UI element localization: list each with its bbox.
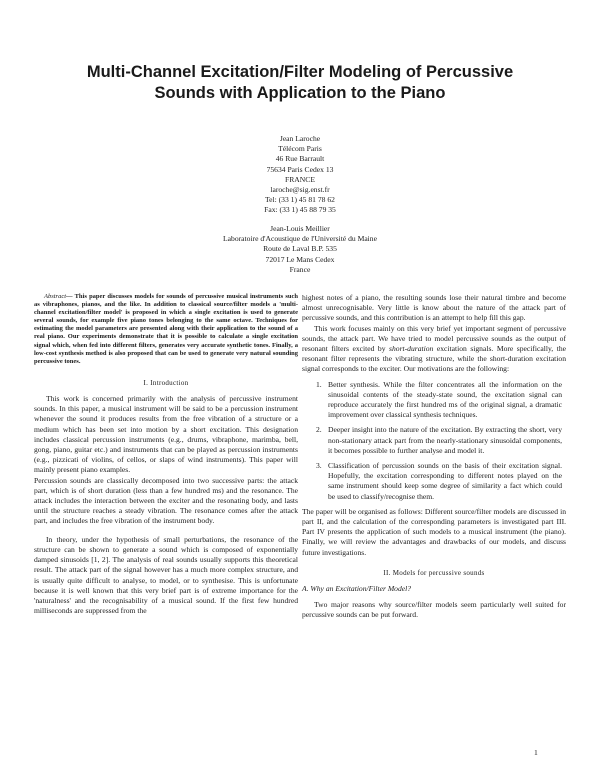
page-number: 1 <box>534 748 538 757</box>
section-heading-models: II. Models for percussive sounds <box>383 568 485 577</box>
author-name: Jean-Louis Meillier <box>270 224 330 233</box>
paragraph: Percussion sounds are classically decomposed into two successive parts: the attack part, which is of short duration (less than a few hundred ms) and the resonance. The attack includes the interaction between the exciter and the resonating body, and lasts until the structure reaches a steady vibration. The resonance comes after the attack part, and includes the free vibration of the instrument body. <box>34 475 298 526</box>
author-city: 75634 Paris Cedex 13 <box>266 164 334 174</box>
subsection-heading: A. Why an Excitation/Filter Model? <box>302 584 412 594</box>
paragraph-text: excitation signals. More specifically, the resonant filter represents the vibrating structure, while the short-duration excitation signal corresponds to the exciter. Our motivations are the following: <box>302 344 566 374</box>
paragraph: This work is concerned primarily with the analysis of percussive instrument sounds. In this paper, a musical instrument will be said to be a percussion instrument whenever the sound it produces results from the free vibration of a structure or a medium which has been set into motion by a short excitation. This designation includes classical percussion instruments (e.g., drums, vibraphone, marimba, bell, gong, piano, guitar etc.) and instruments that can be played as percussion instruments (e.g., pizzicati of violins, of cellos, or slaps of wind instruments). This paper will mainly present piano examples. <box>34 394 298 475</box>
left-column <box>34 293 298 616</box>
abstract <box>34 293 298 366</box>
list-text: Deeper insight into the nature of the excitation. By extracting the short, very non-stationary attack part from the nearly-stationary sinusoidal components, it becomes possible to further analyse and model it. <box>328 425 562 455</box>
list-text: Better synthesis. While the filter concentrates all the information on the sinusoidal contents of the steady-state sound, the excitation signal can reproduce accurately the first hundred ms of the original signal, a dramatic improvement over classical synthesis techniques. <box>328 379 562 420</box>
list-item <box>302 425 566 456</box>
paper-title <box>40 62 560 104</box>
list-number: 3. <box>316 461 322 471</box>
right-column <box>302 293 566 621</box>
list-number: 2. <box>316 425 322 435</box>
abstract-label: Abstract <box>44 293 67 300</box>
author-organization: Télécom Paris <box>278 144 322 154</box>
author-city: 72017 Le Mans Cedex <box>265 254 335 264</box>
author-block-2 <box>150 224 450 275</box>
author-organization: Laboratoire d'Acoustique de l'Université du Maine <box>223 234 377 244</box>
author-block-1 <box>150 134 450 216</box>
author-street: 46 Rue Barrault <box>275 154 325 164</box>
list-text: Classification of percussion sounds on the basis of their excitation signal. Hopefully, the excitation corresponding to different notes played on the same instrument should keep some degree of similarity a fact which could be used to classify/recognise them. <box>328 461 562 501</box>
section-heading-introduction: I. Introduction <box>143 378 189 387</box>
title-line-1: Multi-Channel Excitation/Filter Modeling of Percussive <box>86 63 514 81</box>
abstract-text: — This paper discusses models for sounds of percussive musical instruments such as vibraphones, pianos, and the like. In addition to classical source/filter models a 'multi-channel excitation/filter model' is proposed in which a single excitation is used to generate several sounds, for example five piano tones belonging to the same octave. Techniques for estimating the model parameters are presented along with their application to the sound of a real piano. Our experiments demonstrate that it is possible to calculate a single excitation signal which, when fed into different filters, generates very accurate synthetic tones. Finally, a low-cost synthesis method is also proposed that can be used to generate very natural sounding percussive tones. <box>34 293 298 365</box>
list-number: 1. <box>316 379 322 389</box>
motivations-list <box>302 380 566 502</box>
emphasis: short-duration <box>389 344 434 354</box>
author-name: Jean Laroche <box>279 134 321 143</box>
title-line-2: Sounds with Application to the Piano <box>154 84 446 102</box>
paragraph: The paper will be organised as follows: Different source/filter models are discussed in part II, and the calculation of the corresponding parameters is investigated part III. Part IV presents the application of such models to a musical instrument (the piano). Finally, we will review the advantages and drawbacks of our models, and discuss future investigations. <box>302 506 566 557</box>
paragraph-text: This work focuses mainly on this very brief yet important segment of percussive sounds, the attack part. We have tried to model percussive sounds as the output of resonant filters excited by <box>302 323 566 354</box>
list-item <box>302 461 566 502</box>
list-item <box>302 380 566 421</box>
author-phone: Tel: (33 1) 45 81 78 62 <box>265 195 335 205</box>
paragraph <box>302 324 566 375</box>
author-fax: Fax: (33 1) 45 88 79 35 <box>264 205 336 215</box>
author-country: France <box>289 264 311 274</box>
author-street: Route de Laval B.P. 535 <box>263 244 337 254</box>
paragraph: In theory, under the hypothesis of small perturbations, the resonance of the structure can be shown to generate a sound which is composed of exponentially damped sinusoids [1, 2]. The analysis of real sounds usually supports this theoretical result. The attack part of the signal however has a much more complex structure, and is usually quite difficult to analyse, to model, or to synthesise. This is unfortunate because it is well known that this very brief part is of extreme importance for the 'naturalness' and the recognisability of a musical sound. If the first few hundred milliseconds are suppressed from the <box>34 534 298 616</box>
paragraph: Two major reasons why source/filter models seem particularly well suited for percussive sounds can be put forward. <box>302 600 566 620</box>
author-country: FRANCE <box>285 174 315 184</box>
paragraph: highest notes of a piano, the resulting sounds lose their natural timbre and become almost unrecognisable. Very little is know about the nature of the attack part of percussive sounds, and this contribution is an attempt to help fill this gap. <box>302 293 566 323</box>
author-email: laroche@sig.enst.fr <box>270 185 330 195</box>
